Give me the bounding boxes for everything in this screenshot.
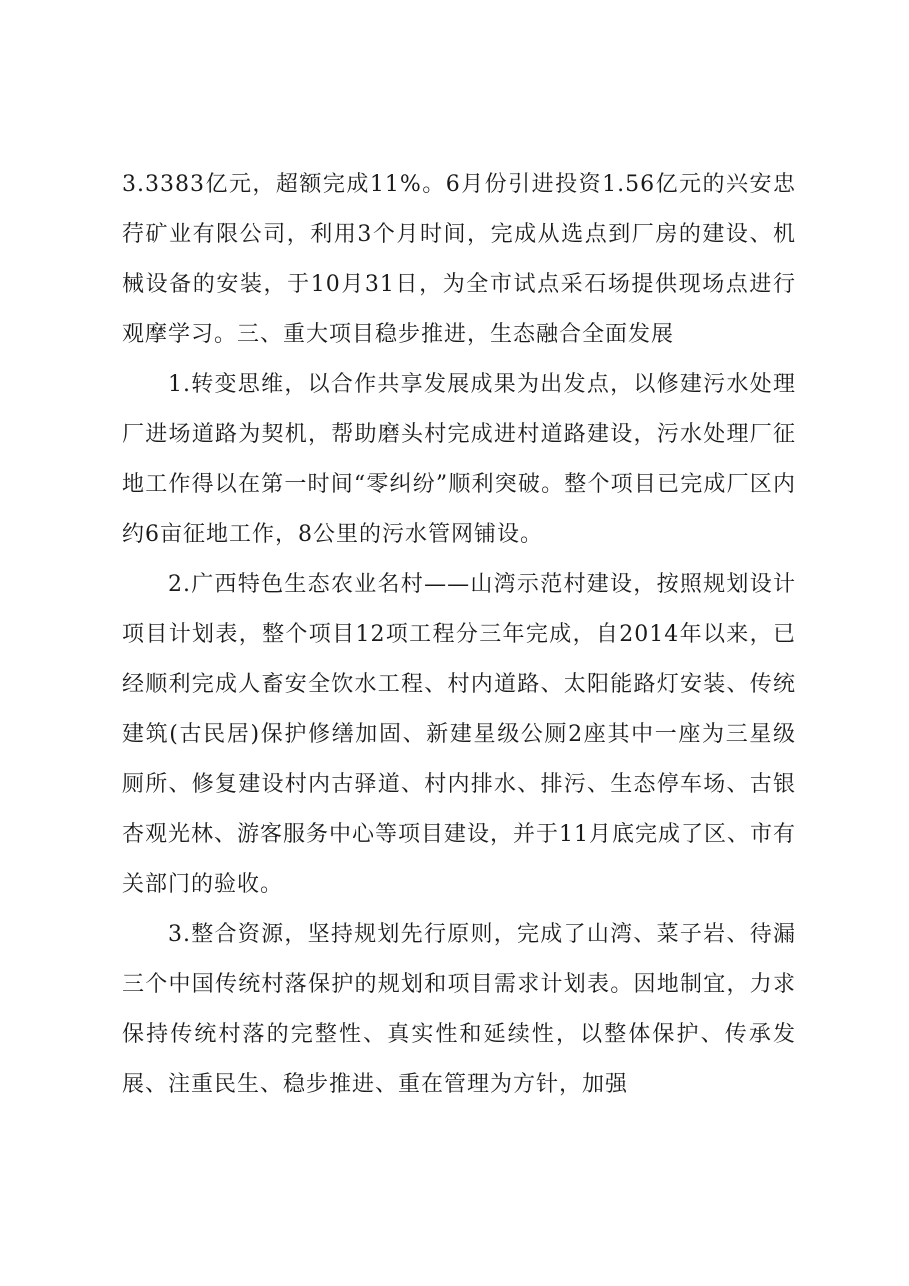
paragraph-item-2: 2.广西特色生态农业名村——山湾示范村建设，按照规划设计项目计划表，整个项目12项工程分三年完成，自2014年以来，已经顺利完成人畜安全饮水工程、村内道路、太阳能路灯安装、传统建筑(古民居)保护修缮加固、新建星级公厕2座其中一座为三星级厕所、修复建设村内古驿道、村内排水、排污、生态停车场、古银杏观光林、游客服务中心等项目建设，并于11月底完成了区、市有关部门的验收。 [122,572,796,897]
paragraph-continuation: 3.3383亿元，超额完成11%。6月份引进投资1.56亿元的兴安忠荇矿业有限公司，利用3个月时间，完成从选点到厂房的建设、机械设备的安装，于10月31日，为全市试点采石场提供现场点进行观摩学习。三、重大项目稳步推进，生态融合全面发展 [122,172,796,347]
paragraph-item-1: 1.转变思维，以合作共享发展成果为出发点，以修建污水处理厂进场道路为契机，帮助磨头村完成进村道路建设，污水处理厂征地工作得以在第一时间“零纠纷”顺利突破。整个项目已完成厂区内约6亩征地工作，8公里的污水管网铺设。 [122,372,796,547]
document-body [122,160,796,1110]
paragraph-item-3: 3.整合资源，坚持规划先行原则，完成了山湾、菜子岩、待漏三个中国传统村落保护的规划和项目需求计划表。因地制宜，力求保持传统村落的完整性、真实性和延续性，以整体保护、传承发展、注重民生、稳步推进、重在管理为方针，加强 [122,922,796,1097]
